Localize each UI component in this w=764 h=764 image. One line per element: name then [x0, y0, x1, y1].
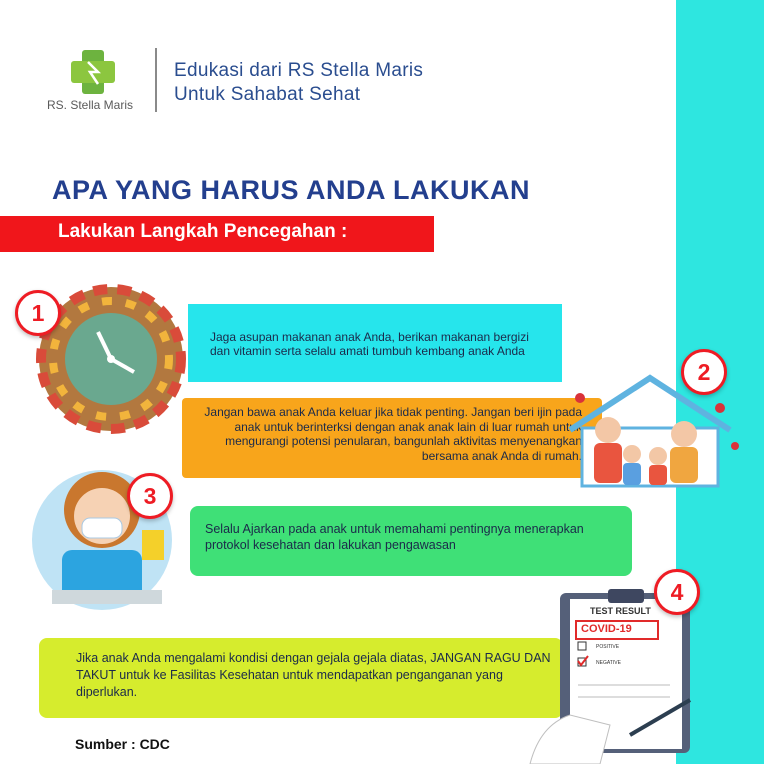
source-caption: Sumber : CDC: [75, 736, 170, 752]
option-negative: NEGATIVE: [596, 660, 621, 666]
step-2-text: Jangan bawa anak Anda keluar jika tidak penting. Jangan beri ijin pada anak untuk berinterksi dengan anak anak lain di luar rumah untuk mengurangi potensi penularan, bangunlah aktivitas menyenangkan bersama anak Anda di rumah.: [204, 405, 582, 463]
logo-text: RS. Stella Maris: [46, 98, 134, 112]
step-3-text: Selalu Ajarkan pada anak untuk memahami pentingnya menerapkan protokol kesehatan dan lakukan pengawasan: [205, 522, 584, 552]
step-2-number-badge: 2: [681, 349, 727, 395]
header-line-1: Edukasi dari RS Stella Maris: [174, 60, 424, 81]
option-positive: POSITIVE: [596, 644, 620, 650]
step-1-text: Jaga asupan makanan anak Anda, berikan makanan bergizi dan vitamin serta selalu amati tumbuh kembang anak Anda: [210, 330, 529, 358]
header-divider: [155, 48, 157, 112]
child-washing-hands-illustration: [22, 450, 192, 615]
test-result-heading: TEST RESULT: [590, 606, 651, 616]
page-title: APA YANG HARUS ANDA LAKUKAN: [52, 175, 531, 205]
step-3-number-badge: 3: [127, 473, 173, 519]
covid-19-label: COVID-19: [581, 623, 632, 635]
header-line-2: Untuk Sahabat Sehat: [174, 84, 361, 105]
step-4-number-badge: 4: [654, 569, 700, 615]
subtitle-text: Lakukan Langkah Pencegahan :: [58, 221, 348, 242]
step-4-text: Jika anak Anda mengalami kondisi dengan gejala gejala diatas, JANGAN RAGU DAN TAKUT untuk ke Fasilitas Kesehatan untuk mendapatkan penganganan yang diperlukan.: [76, 651, 551, 699]
step-1-number-badge: 1: [15, 290, 61, 336]
